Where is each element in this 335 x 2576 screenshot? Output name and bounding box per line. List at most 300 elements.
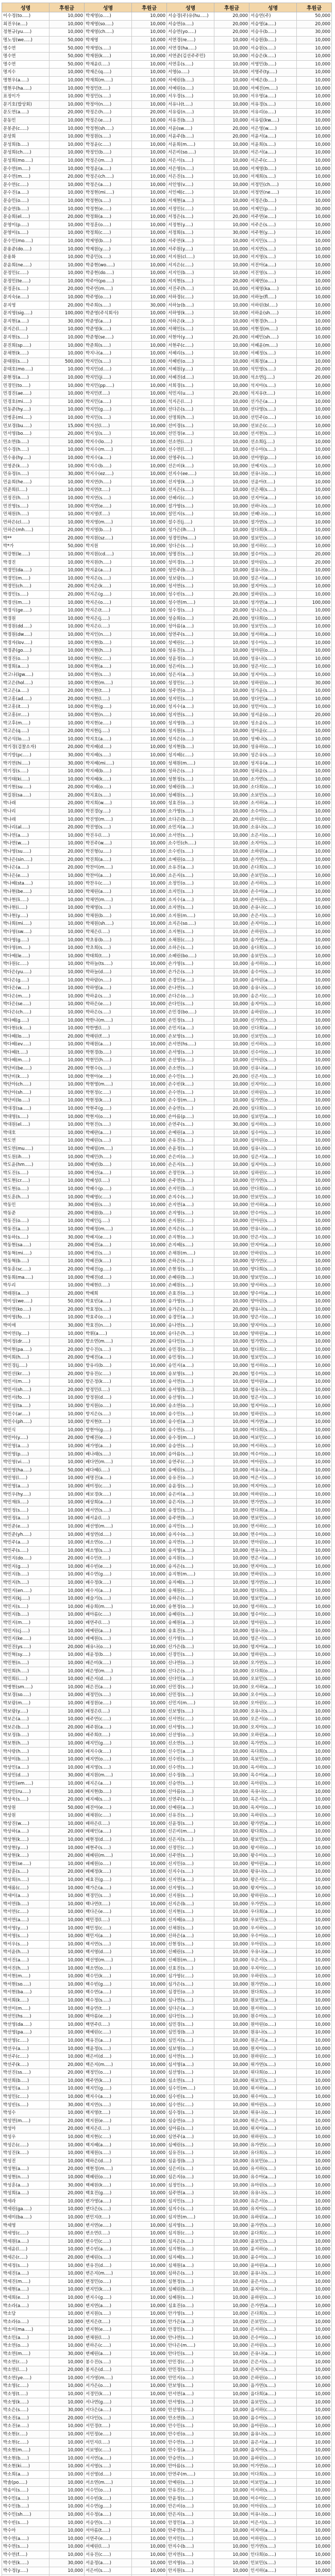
donation-amount-cell: 10,000 [214,2029,249,2037]
donor-name-cell: 원유나(s.....) [249,2029,297,2037]
donor-name-cell: 심지원(c.....) [167,2229,214,2238]
donation-amount-cell: 10,000 [49,446,85,454]
donation-amount-cell: 10,000 [49,2206,85,2214]
table-row [2,2085,332,2093]
donation-amount-cell: 10,000 [132,277,167,285]
donation-amount-cell: 10,000 [132,1394,167,1402]
donation-amount-cell: 10,000 [132,2206,167,2214]
donation-amount-cell: 10,000 [49,904,85,912]
donor-name-cell: 심다희(s.....) [249,1105,297,1113]
donor-name-cell: 박초롱(b.....) [85,936,132,944]
donor-name-cell: 서윤주(b.....) [167,132,214,141]
donation-amount-cell: 10,000 [214,631,249,639]
donor-name-cell: 박소희(a.....) [2,2470,49,2479]
donor-name-cell: 서인혜(c.....) [167,189,214,197]
donor-name-cell: 박다영(m.....) [2,944,49,952]
donor-name-cell: 배은비(k.....) [85,1659,132,1667]
donation-amount-cell: 10,000 [214,422,249,430]
donor-name-cell: 박주아(po.....) [85,277,132,285]
table-row [2,1522,332,1531]
donor-name-cell: 서하영(k.....) [167,309,214,317]
donor-name-cell: 박길원(sa.....) [2,791,49,800]
donor-name-cell: 안수정(a.....) [167,2446,214,2454]
donation-amount-cell: 10,000 [49,1675,85,1683]
donor-name-cell: 박다은(g.....) [2,976,49,985]
donor-name-cell: 신혜린(s.....) [167,1948,214,1957]
donor-name-cell: 박나은(a.....) [2,863,49,872]
donor-name-cell: 박경원(dd.....) [2,623,49,631]
table-row [2,863,332,872]
donation-amount-cell: 10,000 [297,1635,332,1643]
donor-name-cell: 서채영(ka.....) [249,285,297,294]
donation-amount-cell: 10,000 [49,912,85,920]
donor-name-cell: 서윤희(s.....) [249,141,297,149]
donation-amount-cell: 10,000 [214,2077,249,2085]
donation-amount-cell: 10,000 [214,566,249,574]
donor-name-cell: 박고흥(ad.....) [2,695,49,703]
donation-amount-cell: 10,000 [132,599,167,607]
donation-amount-cell: 10,000 [297,422,332,430]
donor-name-cell: 박기현(su.....) [2,784,49,792]
donor-name-cell: 신윤정(s.....) [167,1820,214,1828]
donor-name-cell: 성현정(s.....) [167,775,214,784]
table-row [2,12,332,21]
table-row [2,1418,332,1426]
table-row [2,1675,332,1683]
donation-amount-cell: 10,000 [297,398,332,406]
donation-amount-cell: 10,000 [132,2438,167,2447]
donor-name-cell: 엄가연(s.....) [249,1337,297,1346]
donor-name-cell: 손지원(c.....) [167,1217,214,1226]
donation-amount-cell: 10,000 [132,775,167,784]
donor-name-cell: 송지연(s.....) [167,1538,214,1547]
donor-name-cell: 배서윤(l.....) [85,1515,132,1523]
donor-name-cell: 성지아(s.....) [249,671,297,679]
donation-amount-cell: 10,000 [297,623,332,631]
donation-amount-cell: 10,000 [297,1402,332,1410]
donation-amount-cell: 10,000 [49,125,85,133]
donor-name-cell: 서혜윤(m.....) [249,342,297,350]
donor-name-cell: 신수민(a.....) [167,1748,214,1756]
donation-amount-cell: 10,000 [132,679,167,687]
donation-amount-cell: 10,000 [49,366,85,374]
donation-amount-cell: 10,000 [214,1900,249,1908]
donation-amount-cell: 10,000 [214,2318,249,2326]
donor-name-cell: 박민성(ta.....) [2,1402,49,1410]
donor-name-cell: 박민주(s.....) [2,1547,49,1555]
donation-amount-cell: 10,000 [214,984,249,992]
donation-amount-cell: 10,000 [214,2189,249,2197]
donor-name-cell: 박상하(a.....) [2,1828,49,1836]
donor-name-cell: 선하나(s.....) [249,502,297,511]
donor-name-cell: 민정진(h.....) [2,494,49,502]
donor-name-cell: 안다은(m.....) [167,2342,214,2350]
table-row [2,366,332,374]
donation-amount-cell: 10,000 [132,912,167,920]
donor-name-cell: 박효주(o.....) [85,1314,132,1322]
donation-amount-cell: 10,000 [132,285,167,294]
donor-name-cell: 염서하(s.....) [249,1603,297,1611]
donation-amount-cell: 10,000 [132,1314,167,1322]
donor-name-cell: 박민수(ar.....) [2,1410,49,1418]
donor-name-cell: 염가연(o.....) [249,1579,297,1587]
donor-name-cell: 배수민(t.....) [85,1555,132,1563]
donation-amount-cell: 10,000 [132,1201,167,1209]
donation-amount-cell: 10,000 [132,888,167,896]
donor-name-cell: 방수진(s.....) [85,1346,132,1354]
donor-name-cell: 유하린(a.....) [249,2213,297,2222]
donor-name-cell: 심지수(s.....) [167,2206,214,2214]
donation-amount-cell: 10,000 [49,342,85,350]
donation-amount-cell: 10,000 [132,984,167,992]
donation-amount-cell: 10,000 [297,1121,332,1129]
donor-name-cell: 박기연(hi.....) [2,759,49,768]
donation-amount-cell: 10,000 [214,2085,249,2093]
donation-amount-cell: 10,000 [132,1627,167,1635]
donation-amount-cell: 10,000 [49,928,85,936]
donor-name-cell: 서아름(t.....) [85,2527,132,2535]
donor-name-cell: 박나혜(sta.....) [2,880,49,888]
donor-name-cell: 성주연(o.....) [167,687,214,695]
donor-name-cell: 박선미(m.....) [2,2005,49,2013]
donor-name-cell: 유지아(s.....) [249,2206,297,2214]
donation-amount-cell: 10,000 [214,2366,249,2374]
table-row [2,2559,332,2567]
donor-name-cell: 서은비(s.....) [85,2567,132,2575]
table-row [2,2342,332,2350]
donation-amount-cell: 10,000 [49,1080,85,1089]
donor-name-cell: 서유림(n.....) [167,109,214,117]
donor-name-cell: 엄다희(c.....) [249,1346,297,1354]
donor-name-cell: 성보민(s.....) [249,623,297,631]
donor-name-cell: 이수아(c.....) [249,2495,297,2503]
donor-name-cell: 박지혜(b.....) [85,767,132,775]
donation-amount-cell: 10,000 [214,1651,249,1659]
donation-amount-cell: 10,000 [49,703,85,711]
donation-amount-cell: 10,000 [297,1145,332,1153]
donor-name-cell: 오보민(s.....) [249,1675,297,1683]
donation-amount-cell: 10,000 [49,1755,85,1764]
donation-amount-cell: 10,000 [132,2422,167,2431]
donation-amount-cell: 10,000 [297,478,332,486]
donor-name-cell: 배현정(d.....) [85,1836,132,1844]
donation-amount-cell: 10,000 [214,1177,249,1185]
donation-amount-cell: 10,000 [49,2085,85,2093]
donation-amount-cell: 10,000 [297,1386,332,1394]
donor-name-cell: 안가영(s.....) [167,2310,214,2318]
donor-name-cell: 박민경(j.....) [2,1362,49,1370]
donation-amount-cell: 10,000 [132,2414,167,2422]
donation-amount-cell: 20,000 [214,213,249,221]
donor-name-cell: 박성희(a.....) [2,2189,49,2197]
donation-amount-cell: 10,000 [214,502,249,511]
donation-amount-cell: 10,000 [132,221,167,229]
donation-amount-cell: 20,000 [214,277,249,285]
donor-name-cell: 서주은(s.....) [249,221,297,229]
donor-name-cell: 박다은(ch.....) [2,1008,49,1016]
donation-amount-cell: 10,000 [132,149,167,157]
donation-amount-cell: 10,000 [132,1699,167,1707]
donation-amount-cell: 10,000 [214,1378,249,1386]
donor-name-cell: 안아름(s.....) [167,2463,214,2471]
donation-amount-cell: 10,000 [132,1538,167,1547]
donor-name-cell: 신지현(s.....) [167,1908,214,1917]
donor-name-cell: 안지수(b.....) [167,2543,214,2551]
donor-name-cell: 박찬우(c.....) [85,880,132,888]
donation-amount-cell: 10,000 [132,944,167,952]
donation-amount-cell: 10,000 [297,1490,332,1499]
table-row [2,1603,332,1611]
donation-amount-cell: 10,000 [49,2302,85,2310]
donor-name-cell: 박동현(sa.....) [2,1241,49,1249]
donation-amount-cell: 10,000 [214,285,249,294]
donor-name-cell: 박선민(hs.....) [2,2012,49,2021]
donor-name-cell: 손소연(s.....) [167,1064,214,1073]
donation-amount-cell: 10,000 [297,2535,332,2543]
donor-name-cell: 양보민(o.....) [249,1274,297,1282]
donation-amount-cell: 10,000 [132,1258,167,1266]
donation-amount-cell: 10,000 [132,1041,167,1049]
donation-amount-cell: 10,000 [132,1956,167,1964]
donation-amount-cell: 10,000 [214,920,249,928]
donor-name-cell: 박서영(s.....) [2,1932,49,1940]
donation-amount-cell: 10,000 [132,92,167,100]
donor-name-cell: 박상현(k.....) [2,1836,49,1844]
donation-amount-cell: 10,000 [132,342,167,350]
donation-amount-cell: 10,000 [214,759,249,768]
table-row [2,566,332,574]
donation-amount-cell: 10,000 [214,60,249,69]
donation-amount-cell: 10,000 [214,1563,249,1571]
donor-name-cell: 박재은(q.....) [85,69,132,77]
donation-amount-cell: 10,000 [132,1531,167,1539]
table-row [2,1057,332,1065]
donation-amount-cell: 10,000 [214,1579,249,1587]
donation-amount-cell: 10,000 [49,2334,85,2342]
donation-amount-cell: 10,000 [214,1996,249,2005]
donor-name-cell: 박솔(po.....) [2,2479,49,2487]
donation-amount-cell: 10,000 [297,1715,332,1723]
donor-name-cell: 인가연(s.....) [249,2543,297,2551]
donor-name-cell: 박고흥(it.....) [2,703,49,711]
donation-amount-cell: 10,000 [297,1675,332,1683]
donation-amount-cell: 10,000 [132,2302,167,2310]
donation-amount-cell: 10,000 [49,1788,85,1796]
donor-name-cell: 박서연(c.....) [2,1908,49,1917]
donor-name-cell: 손민지(a.....) [167,1024,214,1032]
donor-name-cell: 박도윤(hm.....) [2,1161,49,1169]
donation-amount-cell: 20,000 [49,1795,85,1804]
donor-name-cell: 서은영(w.....) [249,125,297,133]
donation-amount-cell: 10,000 [214,1755,249,1764]
donation-amount-cell: 10,000 [49,1048,85,1057]
donor-name-cell: 박경민(ch.....) [2,583,49,591]
donor-name-cell: 음보민(s.....) [249,2398,297,2406]
donor-name-cell: 박정은(m.....) [85,157,132,165]
donation-amount-cell: 10,000 [49,132,85,141]
donor-name-cell: 박상현(k.....) [2,1852,49,1860]
donation-amount-cell: 10,000 [297,1876,332,1884]
table-row [2,1643,332,1651]
donor-name-cell: 박민지(en.....) [2,1587,49,1595]
donor-name-cell: 우다희(a.....) [249,1908,297,1917]
table-row [2,2005,332,2013]
donor-name-cell: 송민지(a.....) [167,1362,214,1370]
donor-name-cell: 박민지(m.....) [2,1619,49,1627]
donation-amount-cell: 20,000 [49,527,85,535]
donation-amount-cell: 20,000 [49,2061,85,2069]
donor-name-cell: 심지현(o.....) [167,2246,214,2254]
donor-name-cell: 박서진(h.....) [2,1964,49,1973]
donation-amount-cell: 10,000 [214,2012,249,2021]
donation-amount-cell: 10,000 [214,36,249,44]
donor-name-cell: 박현주(g.....) [85,1105,132,1113]
donation-amount-cell: 10,000 [297,1057,332,1065]
table-row [2,398,332,406]
table-row [2,1097,332,1105]
donor-name-cell: 서유진(b.....) [167,116,214,125]
donation-amount-cell: 30,000 [49,2101,85,2109]
donation-amount-cell: 10,000 [297,2278,332,2286]
donor-name-cell: 배윤정(b.....) [85,1651,132,1659]
donor-name-cell: 손선영(o.....) [167,1057,214,1065]
donation-amount-cell: 10,000 [297,2390,332,2398]
donation-amount-cell: 10,000 [132,510,167,518]
donation-amount-cell: 10,000 [214,2511,249,2519]
donor-name-cell: 박대경(sa.....) [2,1105,49,1113]
table-row [2,2278,332,2286]
donation-amount-cell: 10,000 [214,1354,249,1362]
donation-amount-cell: 10,000 [49,221,85,229]
donation-amount-cell: 10,000 [214,534,249,543]
table-row [2,245,332,253]
table-row [2,606,332,615]
donation-amount-cell: 10,000 [132,711,167,719]
table-row [2,583,332,591]
donor-name-cell: 심서영(a.....) [167,2061,214,2069]
donation-amount-cell: 10,000 [132,863,167,872]
donor-name-cell: 박혜성(l.....) [85,1177,132,1185]
donor-name-cell: 소가영(s.....) [167,807,214,816]
donor-name-cell: 송민정(s.....) [167,1354,214,1362]
donor-name-cell: 백민정(c.....) [85,1924,132,1933]
donor-name-cell: 서승경(주)유(hu.....) [167,12,214,21]
donor-name-cell: 박민영(l.....) [2,1475,49,1483]
donor-name-cell: 박소진(e.....) [2,2422,49,2431]
donor-name-cell: 안가은(a.....) [167,2318,214,2326]
donor-name-cell: 박세은(r.....) [2,2253,49,2262]
donor-name-cell: 박성민(c.....) [2,2093,49,2101]
donation-amount-cell: 10,000 [297,687,332,695]
donor-name-cell: 백아름(e.....) [85,2012,132,2021]
donation-amount-cell: 10,000 [49,2479,85,2487]
table-row [2,1258,332,1266]
table-row [2,2045,332,2053]
donor-name-cell: 왕아린(a.....) [249,1860,297,1868]
donor-name-cell: 박현영(m.....) [85,1080,132,1089]
donation-amount-cell: 10,000 [132,1964,167,1973]
donation-amount-cell: 10,000 [297,1450,332,1459]
table-row [2,1996,332,2005]
donation-amount-cell: 10,000 [297,1064,332,1073]
table-row [2,406,332,414]
donor-name-cell: 백수민(k.....) [85,1972,132,1980]
donation-amount-cell: 10,000 [132,1490,167,1499]
donation-amount-cell: 10,000 [49,454,85,462]
donation-amount-cell: 10,000 [49,1490,85,1499]
table-row [2,647,332,655]
donation-amount-cell: 10,000 [297,1683,332,1691]
donor-name-cell: 심수민(m.....) [167,2085,214,2093]
donation-amount-cell: 10,000 [214,1691,249,1700]
donation-amount-cell: 10,000 [214,992,249,1001]
donor-name-cell: 박도원(ih.....) [2,1153,49,1161]
donation-amount-cell: 10,000 [297,1723,332,1732]
donation-amount-cell: 10,000 [297,1844,332,1852]
donation-amount-cell: 10,000 [132,1547,167,1555]
donation-amount-cell: 10,000 [214,1475,249,1483]
table-row [2,293,332,301]
donation-amount-cell: 10,000 [49,2454,85,2463]
donation-amount-cell: 10,000 [214,76,249,84]
table-row [2,1337,332,1346]
donation-amount-cell: 10,000 [297,1281,332,1290]
donation-amount-cell: 10,000 [49,1707,85,1716]
table-row [2,574,332,583]
donation-amount-cell: 10,000 [297,36,332,44]
donor-name-cell: 박성현(a.....) [2,2165,49,2174]
donor-name-cell: 송지현(m.....) [167,1571,214,1579]
donation-amount-cell: 10,000 [49,1193,85,1201]
donation-amount-cell: 10,000 [297,1225,332,1233]
donor-name-cell: 서인영(v.....) [167,181,214,189]
table-row [2,1892,332,1900]
donation-amount-cell: 20,000 [214,132,249,141]
donation-amount-cell: 10,000 [132,1755,167,1764]
donor-name-cell: 송승연(s.....) [167,1442,214,1450]
table-row [2,2269,332,2278]
table-row [2,759,332,768]
donation-amount-cell: 10,000 [214,2567,249,2575]
donor-name-cell: 성지원(s.....) [167,727,214,735]
donation-amount-cell: 20,000 [214,333,249,342]
donation-amount-cell: 10,000 [214,100,249,109]
donation-amount-cell: 10,000 [132,1836,167,1844]
table-row [2,1314,332,1322]
donation-amount-cell: 10,000 [49,1739,85,1748]
donation-amount-cell: 20,000 [214,20,249,28]
donor-name-cell: 성가윤(s.....) [249,687,297,695]
donation-amount-cell: 10,000 [214,1080,249,1089]
donation-amount-cell: 10,000 [214,2141,249,2149]
donation-amount-cell: 10,000 [297,1016,332,1025]
donation-amount-cell: 10,000 [214,2398,249,2406]
table-row [2,1024,332,1032]
donor-name-cell: 왕다희(s.....) [249,1828,297,1836]
table-row [2,510,332,518]
donor-name-cell: 박상현(se.....) [2,1860,49,1868]
donor-name-cell: 서승연(s.....) [85,2519,132,2527]
donation-amount-cell: 10,000 [132,856,167,864]
donor-name-cell: 인서하(a.....) [249,2567,297,2575]
donor-name-cell: 박혜진(s.....) [85,1249,132,1258]
donor-name-cell: 박혜진(d.....) [85,1274,132,1282]
donation-amount-cell: 10,000 [297,462,332,470]
donation-amount-cell: 10,000 [132,502,167,511]
donation-amount-cell: 10,000 [214,655,249,663]
donor-name-cell: 박나영(su.....) [2,848,49,856]
donor-name-cell: 엄보민(s.....) [249,1354,297,1362]
